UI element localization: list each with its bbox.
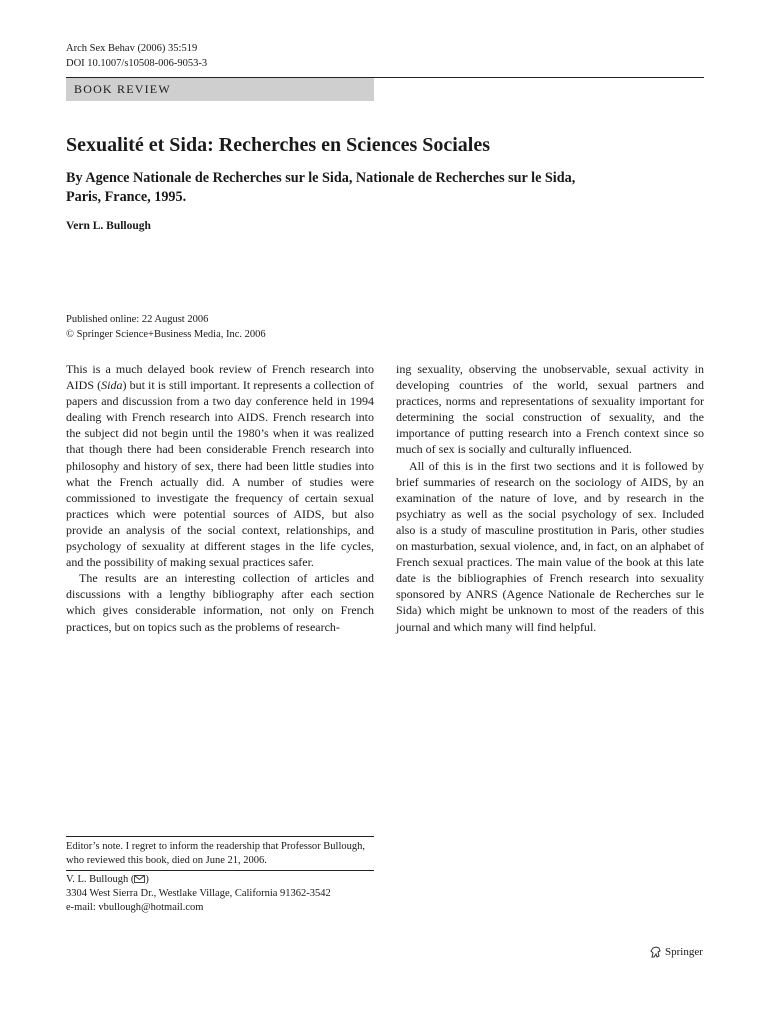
contact-address: 3304 West Sierra Dr., Westlake Village, California 91362-3542: [66, 888, 331, 899]
contact-rule: [66, 870, 374, 871]
paragraph-2-end: ing sexuality, observing the unobservable, sexual activity in developing countries of the world, sexual partners and practices, norms and representations of sexuality important for determining the social construction of sexuality, and the importance of putting research into a French context since so much of sex is socially and culturally influenced.: [396, 362, 704, 457]
paragraph-1: This is a much delayed book review of French research into AIDS (Sida) but it is still important. It represents a collection of papers and discussion from a two day conference held in 1994 dealing with French research into AIDS. French research into the subject did not begin until the 1980’s when it was realized that though there had been considerable French research into philosophy and history of sex, there had been little studies into what the French actually did. A number of studies were commissioned to investigate the frequency of certain sexual practices which were potential sources of AIDS, but also provide an analysis of the social context, relationships, and psychology of sexuality at different stages in the life cycles, and the possibility of making sexual practices safer.: [66, 362, 374, 570]
copyright-line: [66, 327, 266, 342]
editor-note: Editor’s note. I regret to inform the readership that Professor Bullough, who reviewed this book, died on June 21, 2006.: [66, 841, 365, 866]
contact-email[interactable]: e-mail: vbullough@hotmail.com: [66, 902, 204, 913]
springer-horse-icon: [649, 945, 663, 959]
paragraph-2-start: The results are an interesting collection of articles and discussions with a lengthy bibliography after each section which gives considerable information, not only on French practices, but on topics such as the problems of research-: [66, 571, 374, 634]
contact-name-line: V. L. Bullough ( ): [66, 874, 149, 885]
right-column: [396, 361, 704, 635]
subtitle-line-2: Paris, France, 1995.: [66, 189, 187, 205]
copyright-symbol: ©: [66, 329, 74, 340]
footnote-rule: [66, 836, 374, 837]
subtitle-line-1: By Agence Nationale de Recherches sur le Sida, Nationale de Recherches sur le Sida,: [66, 170, 576, 186]
section-label: BOOK REVIEW: [66, 78, 374, 101]
italic-sida: Sida: [101, 378, 123, 393]
envelope-icon: [134, 875, 145, 883]
author-contact: [66, 873, 386, 915]
article-title: Sexualité et Sida: Recherches en Sciences Sociales: [66, 134, 491, 156]
left-column: [66, 361, 374, 635]
copyright-text: Springer Science+Business Media, Inc. 2006: [76, 329, 266, 340]
publisher-logo: [649, 944, 703, 960]
publisher-name: Springer: [665, 946, 703, 958]
author-name: Vern L. Bullough: [66, 220, 151, 232]
journal-citation: Arch Sex Behav (2006) 35:519: [66, 43, 198, 54]
paragraph-3: All of this is in the first two sections and it is followed by brief summaries of research on the sociology of AIDS, by an examination of the nature of love, and by research in the psychiatry as well as the social psychology of sex. Included also is a study of masculine prostitution in Paris, other studies on masturbation, sexual violence, and, in fact, on an alphabet of French sexual practices. The main value of the book at this late date is the bibliographies of French research into sexuality sponsored by ANRS (Agence Nationale de Recherches sur le Sida) which might be unknown to most of the readers of this journal and which many will find helpful.: [396, 458, 704, 634]
article-subtitle: [66, 169, 666, 207]
journal-meta: [66, 41, 207, 71]
doi: DOI 10.1007/s10508-006-9053-3: [66, 58, 208, 69]
publication-info: [66, 312, 266, 342]
published-date: Published online: 22 August 2006: [66, 314, 209, 325]
